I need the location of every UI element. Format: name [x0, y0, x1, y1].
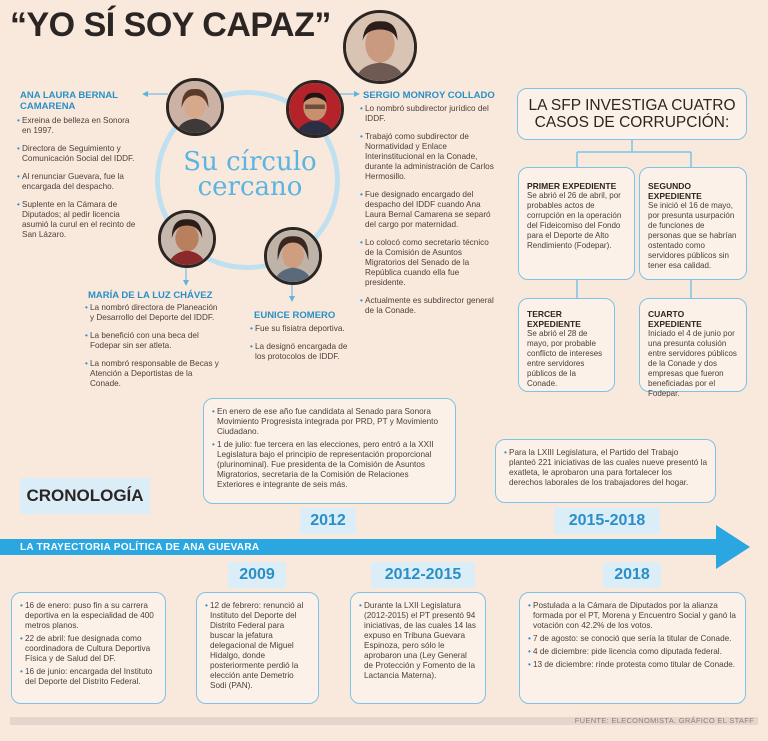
- person-name-ana-laura: ANA LAURA BERNAL CAMARENA: [20, 90, 118, 112]
- circle-label: Su círculo cercano: [183, 147, 317, 202]
- timeline-box-2012-2015: [350, 592, 486, 704]
- timeline-box-2015-2018: [495, 439, 716, 503]
- list-item: • Directora de Seguimiento y Comunicación Social del IDDF.: [17, 144, 140, 164]
- main-title: “YO SÍ SOY CAPAZ”: [10, 6, 331, 44]
- timeline-box-2012: [203, 398, 456, 504]
- case-title: SEGUNDO EXPEDIENTE: [648, 181, 702, 201]
- list-item: • 4 de diciembre: pide licencia como diputada federal.: [528, 647, 737, 657]
- person-name-eunice: EUNICE ROMERO: [254, 310, 336, 321]
- list-item: • Al renunciar Guevara, fue la encargada del despacho.: [17, 172, 140, 192]
- list-item: • Fue designado encargado del despacho del IDDF cuando Ana Laura Bernal Camarena se separó del cargo por maternidad.: [360, 190, 495, 230]
- list-item: • Para la LXIII Legislatura, el Partido del Trabajo planteó 221 iniciativas de las cuales nueve presentó la exatleta, le aprobaron una para fortalecer los derechos laborales de los trabajadores del hogar.: [504, 448, 707, 488]
- list-item: • En enero de ese año fue candidata al Senado para Sonora Movimiento Progresista integrada por PRD, PT y Movimiento Ciudadano.: [212, 407, 447, 437]
- case-title: PRIMER EXPEDIENTE: [527, 181, 617, 191]
- list-item: • 7 de agosto: se conoció que sería la titular de Conade.: [528, 634, 737, 644]
- year-label-2009: 2009: [228, 562, 286, 588]
- timeline-list: [212, 407, 447, 490]
- year-label-2012: 2012: [300, 508, 356, 534]
- timeline-arrow-label: LA TRAYECTORIA POLÍTICA DE ANA GUEVARA: [20, 542, 260, 553]
- list-item: • La nombró responsable de Becas y Atención a Deportistas de la Conade.: [85, 359, 220, 389]
- list-item: • Lo colocó como secretario técnico de la Comisión de Asuntos Migratorios del Senado de la República cuando ella fue presidente.: [360, 238, 495, 288]
- list-item: • Actualmente es subdirector general de la Conade.: [360, 296, 495, 316]
- chronology-heading: CRONOLOGÍA: [20, 478, 150, 514]
- list-item: • Exreina de belleza en Sonora en 1997.: [17, 116, 140, 136]
- list-item: • La designó encargada de los protocolos de IDDF.: [250, 342, 350, 362]
- source-credit: FUENTE: ELECONOMISTA. GRÁFICO EL STAFF: [574, 716, 754, 725]
- list-item: • La benefició con una beca del Fodepar sin ser atleta.: [85, 331, 220, 351]
- year-label-2012-2015: 2012-2015: [371, 562, 475, 588]
- case-1-card: [518, 167, 635, 280]
- timeline-box-first: [11, 592, 166, 704]
- timeline-list: [20, 601, 157, 687]
- list-item: • Postulada a la Cámara de Diputados por la alianza formada por el PT, Morena y Encuentro Social y ganó la votación con 42.2% de los votos.: [528, 601, 737, 631]
- case-title: TERCER EXPEDIENTE: [527, 309, 581, 329]
- timeline-list: [359, 601, 477, 681]
- timeline-box-2009: [196, 592, 319, 704]
- timeline-box-2018: [519, 592, 746, 704]
- year-label-2018: 2018: [603, 562, 661, 588]
- person-name-maria: MARÍA DE LA LUZ CHÁVEZ: [88, 290, 213, 301]
- case-4-card: [639, 298, 747, 398]
- list-item: • Durante la LXII Legislatura (2012-2015) el PT presentó 94 iniciativas, de las cuales 14 las expuso en Tribuna Guevara Espinoza, pero sólo le aprobaron una (Ley General de Protección y Fomento de la Lactancia Materna).: [359, 601, 477, 681]
- list-item: • 13 de diciembre: rinde protesta como titular de Conade.: [528, 660, 737, 670]
- list-item: • Fue su fisiatra deportiva.: [250, 324, 350, 334]
- case-body: Iniciado el 4 de junio por una presunta colusión entre servidores públicos de la Conade y dos empresas que fueron beneficiadas por el Fodepar.: [648, 329, 737, 398]
- case-body: Se abrió el 28 de mayo, por probable conflicto de intereses entre servidores públicos de la Conade.: [527, 329, 603, 388]
- list-item: • 1 de julio: fue tercera en las elecciones, pero entró a la XXII Legislatura bajo el principio de representación proporcional (plurinominal). Fue presidenta de la Comisión de Asuntos Migratorios, secretaria de la Comisión de Relaciones Exteriores e integrante de seis más.: [212, 440, 447, 490]
- case-2-card: [639, 167, 747, 280]
- case-3-card: [518, 298, 615, 392]
- year-label-2015-2018: 2015-2018: [554, 508, 660, 534]
- list-item: • La nombró directora de Planeación y Desarrollo del Deporte del IDDF.: [85, 303, 220, 323]
- list-item: • Lo nombró subdirector jurídico del IDDF.: [360, 104, 495, 124]
- timeline-list: [504, 448, 707, 488]
- timeline-list: [205, 601, 310, 691]
- sfp-title: LA SFP INVESTIGA CUATRO CASOS DE CORRUPCIÓN:: [528, 97, 736, 131]
- list-item: • Trabajó como subdirector de Normatividad y Enlace Interinstitucional en la Conade, durante la administración de Carlos Hermosillo.: [360, 132, 495, 182]
- timeline-list: [528, 601, 737, 670]
- list-item: • 22 de abril: fue designada como coordinadora de Cultura Deportiva Física y de Salud del DF.: [20, 634, 157, 664]
- list-item: • 16 de junio: encargada del Instituto del Deporte del Distrito Federal.: [20, 667, 157, 687]
- list-item: • 16 de enero: puso fin a su carrera deportiva en la especialidad de 400 metros planos.: [20, 601, 157, 631]
- case-body: Se inició el 16 de mayo, por presunta usurpación de funciones de personas que se habrían ostentado como servidores públicos sin tener esa calidad.: [648, 201, 737, 270]
- person-name-sergio: SERGIO MONROY COLLADO: [363, 90, 495, 101]
- case-body: Se abrió el 26 de abril, por probables actos de corrupción en la operación del Fideicomiso del Fondo para el Deporte de Alto Rendimiento (Fodepar).: [527, 191, 622, 250]
- list-item: • Suplente en la Cámara de Diputados; al pedir licencia asumió la curul en el recinto de San Lázaro.: [17, 200, 140, 240]
- list-item: • 12 de febrero: renunció al Instituto del Deporte del Distrito Federal para buscar la jefatura delegacional de Miguel Hidalgo, donde posteriormente perdió la elección ante Demetrio Sodi (PAN).: [205, 601, 310, 691]
- case-title: CUARTO EXPEDIENTE: [648, 309, 702, 329]
